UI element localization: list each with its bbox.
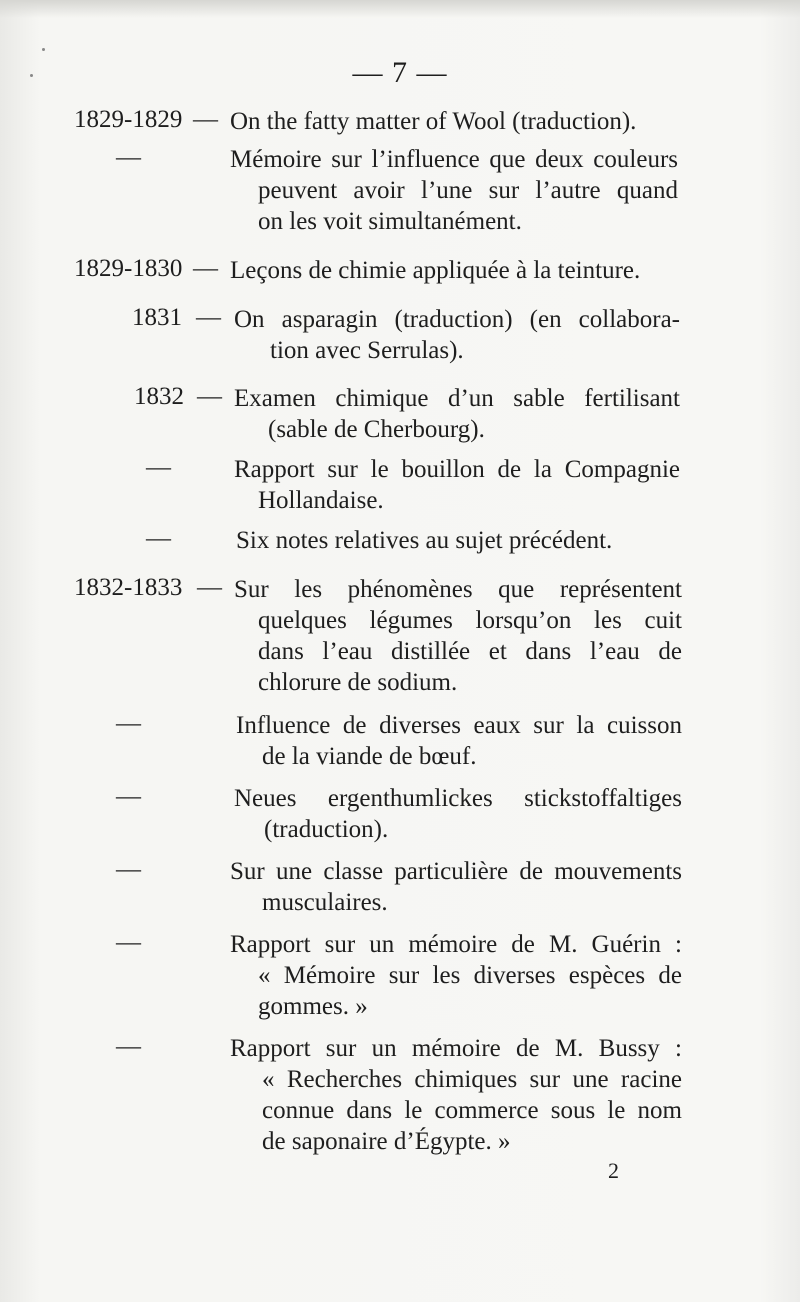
entry-line: quelques légumes lorsqu’on les cuit: [258, 607, 682, 634]
entry-line: Rapport sur le bouillon de la Compagnie: [234, 456, 680, 483]
entry-line: dans l’eau distillée et dans l’eau de: [258, 638, 682, 665]
entry-year: 1832-1833: [74, 574, 183, 601]
entry-line: peuvent avoir l’une sur l’autre quand: [258, 177, 678, 204]
entry-line: On the fatty matter of Wool (traduction).: [230, 108, 637, 135]
entry-text: [230, 929, 682, 1022]
entry-year: 1831: [132, 304, 182, 331]
entry-dash: —: [116, 783, 141, 810]
entry-text: [230, 106, 678, 137]
signature-mark: 2: [608, 1158, 619, 1183]
entry-year: 1829-1829: [74, 106, 183, 133]
entry-line: Sur une classe particulière de mouvements: [230, 858, 682, 885]
entry-line: On asparagin (traduction) (en collabora-: [234, 306, 680, 333]
page-number: — 7 —: [352, 56, 448, 89]
entry-dash: —: [197, 574, 222, 601]
entry-text: [234, 783, 682, 845]
entry-line: Mémoire sur l’influence que deux couleurs: [230, 146, 678, 173]
entry-text: [234, 304, 680, 366]
entry-line: Rapport sur un mémoire de M. Bussy :: [230, 1035, 682, 1062]
entry-text: [230, 144, 678, 237]
entry-line: chlorure de sodium.: [258, 669, 458, 696]
entry-line: connue dans le commerce sous le nom: [262, 1097, 682, 1124]
entry-line: on les voit simultanément.: [258, 208, 522, 235]
entry-text: [236, 710, 682, 772]
entry-text: [230, 255, 682, 286]
entry-line: Neues ergenthumlickes stickstoffaltiges: [234, 785, 682, 812]
entry-line: Sur les phénomènes que représentent: [234, 576, 682, 603]
speck: [42, 48, 45, 51]
entry-line: (traduction).: [264, 816, 389, 843]
entry-line: « Mémoire sur les diverses espèces de: [258, 962, 682, 989]
entry-dash: —: [146, 454, 171, 481]
entry-line: Examen chimique d’un sable fertilisant: [234, 385, 680, 412]
entry-line: Six notes relatives au sujet précédent.: [236, 527, 613, 554]
entry-dash: —: [116, 144, 141, 171]
entry-dash: —: [193, 255, 218, 282]
entry-text: [230, 1033, 682, 1157]
entry-text: [234, 454, 680, 516]
entry-text: [234, 574, 682, 698]
entry-line: tion avec Serrulas).: [270, 337, 464, 364]
entry-line: de la viande de bœuf.: [262, 743, 477, 770]
entry-text: [234, 383, 680, 445]
entry-text: [230, 856, 682, 918]
entry-line: Leçons de chimie appliquée à la teinture.: [230, 257, 641, 284]
entry-dash: —: [116, 856, 141, 883]
entry-line: musculaires.: [262, 889, 388, 916]
entry-line: Influence de diverses eaux sur la cuisson: [236, 712, 682, 739]
entry-dash: —: [146, 525, 171, 552]
entry-line: « Recherches chimiques sur une racine: [262, 1066, 682, 1093]
entry-dash: —: [116, 929, 141, 956]
entry-line: Rapport sur un mémoire de M. Guérin :: [230, 931, 682, 958]
page-edge-shadow: [0, 0, 800, 18]
entry-dash: —: [116, 1033, 141, 1060]
entry-line: de saponaire d’Égypte. »: [262, 1128, 511, 1155]
entry-line: (sable de Cherbourg).: [268, 416, 485, 443]
entry-line: gommes. »: [258, 993, 368, 1020]
entry-dash: —: [196, 304, 221, 331]
entry-year: 1832: [134, 383, 184, 410]
entry-dash: —: [116, 710, 141, 737]
entry-year: 1829-1830: [74, 255, 183, 282]
entry-dash: —: [193, 106, 218, 133]
entry-line: Hollandaise.: [258, 487, 384, 514]
entry-dash: —: [197, 383, 222, 410]
entry-text: [236, 525, 682, 556]
